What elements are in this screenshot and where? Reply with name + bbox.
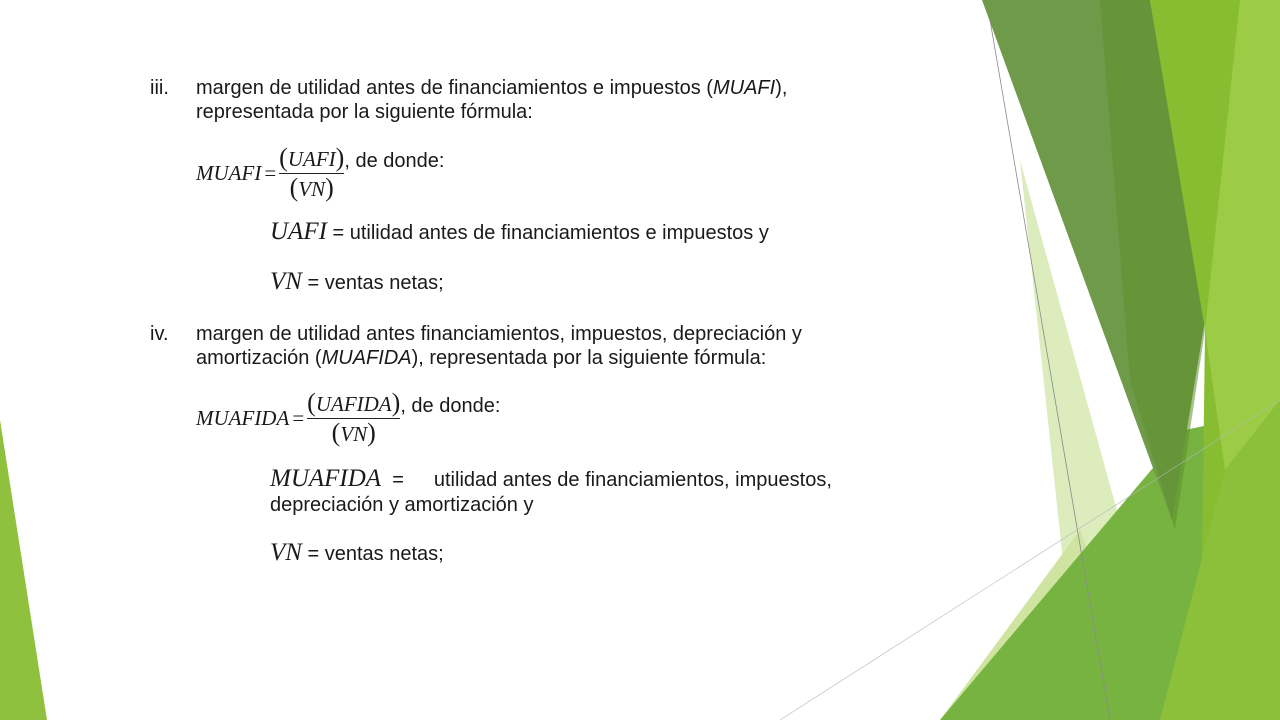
abbreviation: MUAFI [712, 77, 776, 99]
formula-tail: , de donde: [400, 395, 501, 417]
formula-muafida [196, 390, 500, 447]
definition-text: utilidad antes de financiamientos, impuestos, [433, 469, 832, 491]
item-numeral: iv. [150, 323, 169, 345]
formula-fraction [279, 145, 344, 202]
definition-vn [270, 541, 444, 566]
text-segment: ), representada por la siguiente fórmula: [411, 347, 767, 369]
definition-symbol: VN [270, 539, 302, 566]
definition-vn [270, 270, 444, 295]
definition-symbol: UAFI [270, 218, 327, 245]
item-line: representada por la siguiente fórmula: [196, 101, 533, 123]
text-segment: amortización ( [196, 347, 322, 369]
item-line [196, 76, 787, 100]
definition-separator: = [301, 272, 325, 294]
formula-equals: = [264, 161, 277, 185]
definition-text: utilidad antes de financiamientos e impuestos y [349, 222, 769, 244]
definition-muafida [270, 467, 832, 492]
formula-tail: , de donde: [344, 150, 445, 172]
text-segment: ), [775, 77, 788, 99]
numerator-text: UAFI [287, 147, 336, 171]
fraction-numerator: (UAFI) [279, 143, 345, 172]
definition-separator: = [326, 222, 350, 244]
formula-equals: = [292, 406, 305, 430]
formula-muafi [196, 145, 444, 202]
item-line: margen de utilidad antes financiamientos, impuestos, depreciación y [196, 323, 802, 345]
formula-fraction [307, 390, 400, 447]
item-line [196, 346, 766, 370]
formula-lhs: MUAFI [196, 161, 262, 185]
fraction-bar [307, 418, 400, 419]
definition-symbol: MUAFIDA [270, 465, 382, 492]
definition-muafida-continuation: depreciación y amortización y [270, 494, 534, 516]
item-numeral: iii. [150, 77, 169, 99]
definition-symbol: VN [270, 268, 302, 295]
text-segment: margen de utilidad antes de financiamientos e impuestos ( [196, 77, 713, 99]
definition-text: ventas netas; [324, 543, 444, 565]
definition-separator: = [301, 543, 325, 565]
denominator-text: VN [298, 177, 326, 201]
denominator-text: VN [340, 422, 368, 446]
fraction-denominator: (VN) [289, 173, 334, 202]
fraction-numerator: (UAFIDA) [307, 388, 401, 417]
numerator-text: UAFIDA [315, 392, 392, 416]
definition-uafi [270, 220, 769, 245]
formula-lhs: MUAFIDA [196, 406, 290, 430]
fraction-denominator: (VN) [331, 418, 376, 447]
definition-text: ventas netas; [324, 272, 444, 294]
abbreviation: MUAFIDA [321, 347, 412, 369]
definition-separator: = [381, 469, 404, 491]
